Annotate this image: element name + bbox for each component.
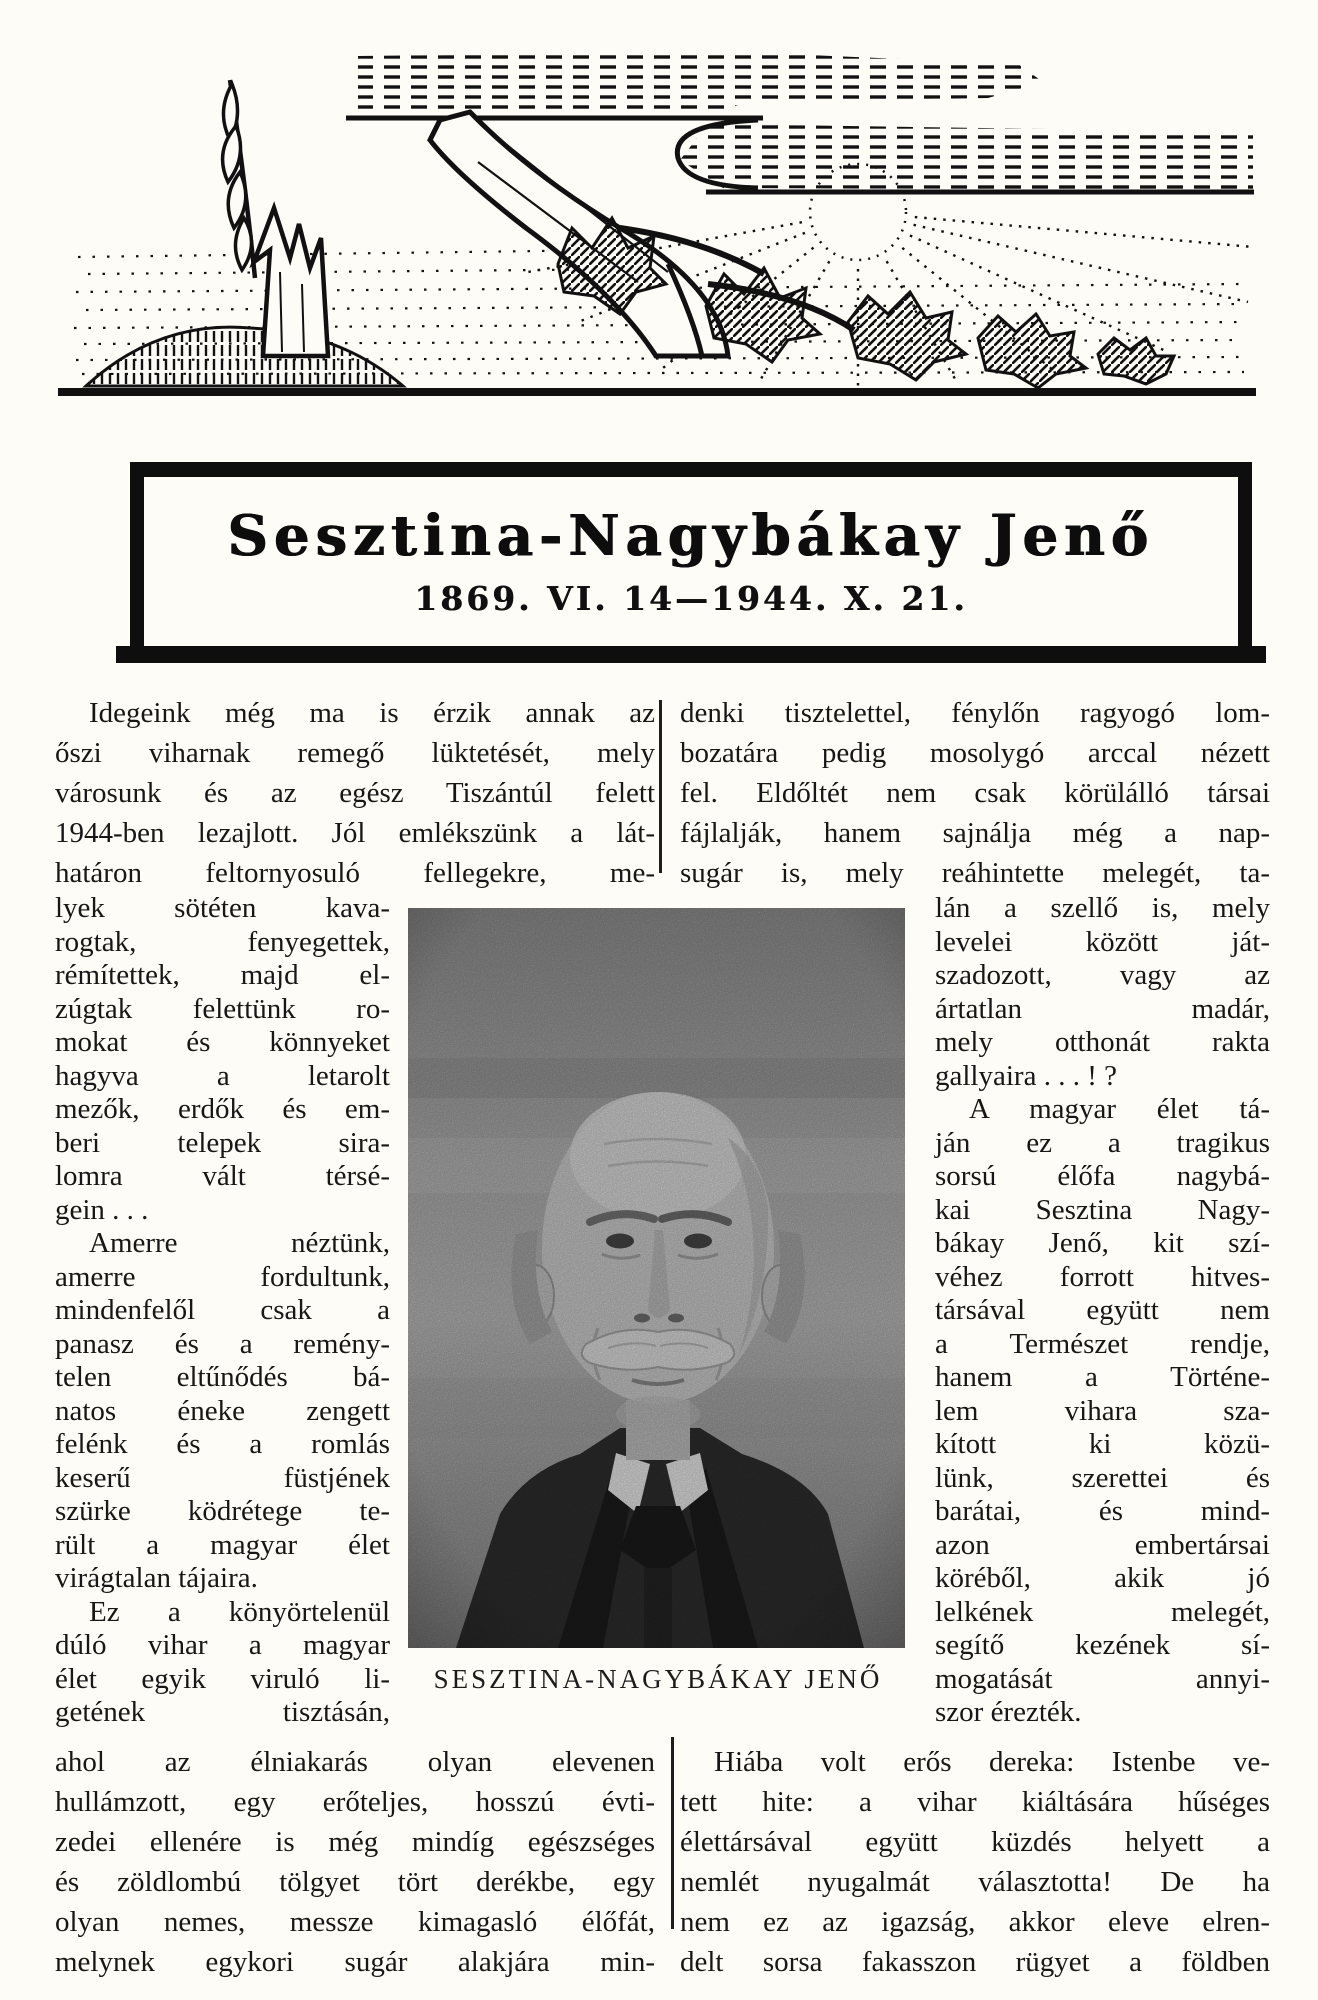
memorial-dates: 1869. VI. 14—1944. X. 21. <box>414 579 968 618</box>
elderly-man-portrait-icon <box>408 908 905 1648</box>
text-line: beri telepek sira- <box>55 1126 390 1159</box>
text-line: lomra vált térsé- <box>55 1160 390 1192</box>
left-column-narrow <box>55 892 390 1730</box>
text-line: telen eltűnődés bá- <box>55 1361 390 1393</box>
text-line: tett hite: a vihar kiáltására hűséges <box>680 1786 1270 1818</box>
text-line: 1944-ben lezajlott. Jól emlékszünk a lát- <box>55 817 655 849</box>
text-line: felénk és a romlás <box>55 1428 390 1460</box>
left-column-bottom <box>55 1742 655 1982</box>
text-line: Hiába volt erős dereka: Istenbe ve- <box>714 1746 1270 1778</box>
text-line: köréből, akik jó <box>935 1562 1270 1594</box>
text-line: Idegeink még ma is érzik annak az <box>89 697 655 729</box>
text-line: rült a magyar élet <box>55 1528 390 1561</box>
text-line: ártatlan madár, <box>935 992 1270 1025</box>
text-line: kított ki közü- <box>935 1428 1270 1460</box>
memorial-box-bottom-bar <box>116 646 1266 663</box>
fallen-tree-sun-illustration-icon <box>58 22 1258 394</box>
text-line: Amerre néztünk, <box>89 1227 390 1259</box>
text-line: hagyva a letarolt <box>55 1059 390 1092</box>
text-line: virágtalan tájaira. <box>55 1562 258 1594</box>
text-line: zedei ellenére is még mindíg egészséges <box>55 1826 655 1858</box>
text-line: határon feltornyosuló fellegekre, me- <box>55 857 655 889</box>
text-line: fájlalják, hanem sajnálja még a nap- <box>680 817 1270 849</box>
text-line: keserű füstjének <box>55 1461 390 1494</box>
text-line: élet egyik viruló li- <box>55 1662 390 1695</box>
text-line: denki tisztelettel, fénylőn ragyogó lom- <box>680 697 1270 729</box>
text-line: városunk és az egész Tiszántúl felett <box>55 777 655 809</box>
text-line: lyek sötéten kava- <box>55 892 390 924</box>
portrait-photo <box>408 908 905 1648</box>
text-line: lem vihara sza- <box>935 1394 1270 1427</box>
right-column-bottom <box>680 1742 1270 1982</box>
text-line: mokat és könnyeket <box>55 1026 390 1058</box>
text-line: kai Sesztina Nagy- <box>935 1193 1270 1226</box>
text-line: és zöldlombú tölgyet tört derékbe, egy <box>55 1866 655 1898</box>
header-illustration <box>58 22 1258 394</box>
right-column-top <box>680 693 1270 893</box>
left-column-top <box>55 693 655 893</box>
text-line: nem ez az igazság, akkor eleve elren- <box>680 1906 1270 1938</box>
text-line: getének tisztásán, <box>55 1696 390 1728</box>
portrait-caption: SESZTINA-NAGYBÁKAY JENŐ <box>433 1664 883 1694</box>
text-line: natos éneke zengett <box>55 1394 390 1427</box>
text-line: bákay Jenő, kit szí- <box>935 1227 1270 1259</box>
text-line: ahol az élniakarás olyan elevenen <box>55 1746 655 1778</box>
text-line: mindenfelől csak a <box>55 1294 390 1326</box>
text-line: élettársával együtt küzdés helyett a <box>680 1826 1270 1858</box>
text-line: fel. Eldőltét nem csak körülálló társai <box>680 777 1270 809</box>
text-line: szadozott, vagy az <box>935 959 1270 991</box>
text-line: lán a szellő is, mely <box>935 892 1270 924</box>
text-line: gein . . . <box>55 1193 149 1226</box>
column-divider-bottom <box>671 1737 674 1929</box>
text-line: zúgtak felettünk ro- <box>55 992 390 1025</box>
text-line: hullámzott, egy erőteljes, hosszú évti- <box>55 1786 655 1818</box>
right-column-narrow <box>935 892 1270 1730</box>
text-line: lelkének melegét, <box>935 1595 1270 1628</box>
column-divider-top <box>659 700 662 873</box>
text-line: a Természet rendje, <box>935 1327 1270 1360</box>
text-line: segítő kezének sí- <box>935 1629 1270 1661</box>
text-line: barátai, és mind- <box>935 1495 1270 1527</box>
text-line: olyan nemes, messze kimagasló élőfát, <box>55 1906 655 1938</box>
memorial-name: Sesztina-Nagybákay Jenő <box>227 503 1155 569</box>
text-line: ján ez a tragikus <box>935 1126 1270 1159</box>
text-line: azon embertársai <box>935 1528 1270 1561</box>
text-line: melynek egykori sugár alakjára min- <box>55 1946 655 1978</box>
text-line: Ez a könyörtelenül <box>89 1595 390 1628</box>
text-line: rémítettek, majd el- <box>55 959 390 991</box>
text-line: nemlét nyugalmát választotta! De ha <box>680 1866 1270 1898</box>
memorial-title-box <box>130 462 1252 648</box>
text-line: őszi viharnak remegő lüktetését, mely <box>55 737 655 769</box>
text-line: levelei között ját- <box>935 925 1270 958</box>
text-line: mezők, erdők és em- <box>55 1093 390 1125</box>
text-line: szürke ködrétege te- <box>55 1495 390 1527</box>
text-line: panasz és a remény- <box>55 1327 390 1360</box>
text-line: sugár is, mely reáhintette melegét, ta- <box>680 857 1270 889</box>
text-line: társával együtt nem <box>935 1294 1270 1326</box>
text-line: A magyar élet tá- <box>969 1093 1270 1125</box>
text-line: delt sorsa fakasszon rügyet a földben <box>680 1946 1270 1978</box>
text-line: mely otthonát rakta <box>935 1026 1270 1058</box>
text-line: gallyaira . . . ! ? <box>935 1059 1117 1092</box>
text-line: sorsú élőfa nagybá- <box>935 1160 1270 1192</box>
text-line: véhez forrott hitves- <box>935 1260 1270 1293</box>
text-line: szor érezték. <box>935 1696 1082 1728</box>
headpiece-rule <box>58 388 1256 396</box>
text-line: mogatását annyi- <box>935 1662 1270 1695</box>
text-line: bozatára pedig mosolygó arccal nézett <box>680 737 1270 769</box>
text-line: amerre fordultunk, <box>55 1260 390 1293</box>
text-line: rogtak, fenyegettek, <box>55 925 390 958</box>
text-line: hanem a Történe- <box>935 1361 1270 1393</box>
text-line: dúló vihar a magyar <box>55 1629 390 1661</box>
text-line: lünk, szerettei és <box>935 1461 1270 1494</box>
